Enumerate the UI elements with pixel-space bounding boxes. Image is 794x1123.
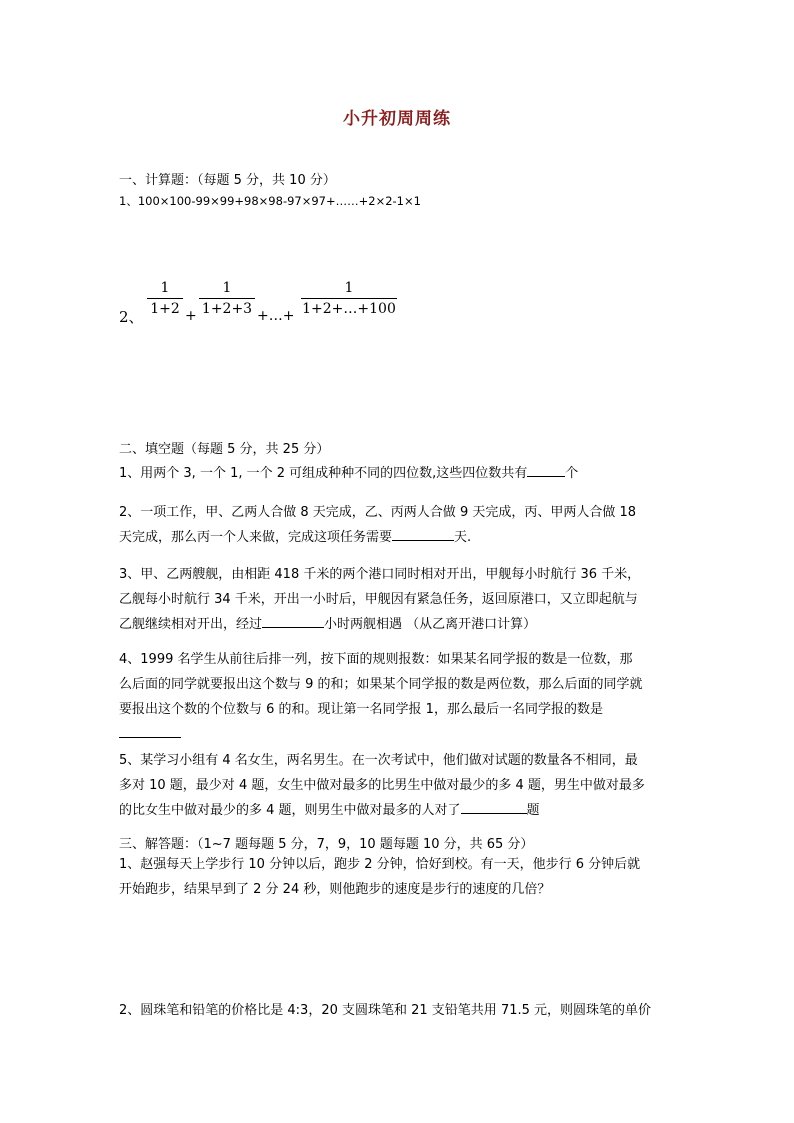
section2-q5: 5、某学习小组有 4 名女生，两名男生。在一次考试中，他们做对试题的数量各不相同，最 多对 10 题，最少对 4 题，女生中做对最多的比男生中做对最少的多 4 题，男生中做对最多 的比女生中做对最少的多 4 题，则男生中做对最多的人对了 题 [119, 753, 645, 818]
section2-q1: 1、用两个 3, 一个 1, 一个 2 可组成种种不同的四位数,这些四位数共有 个 [119, 466, 579, 481]
section1-q1: 1、100×100-99×99+98×98-97×97+……+2×2-1×1 [119, 194, 421, 208]
section2-q4: 4、1999 名学生从前往后排一列，按下面的规则报数：如果某名同学报的数是一位数，那 么后面的同学就要报出这个数与 9 的和；如果某个同学报的数是两位数，那么后面的同学就 要报出这个数的个位数与 6 的和。现让第一名同学报 1，那么最后一名同学报的数是 [119, 647, 675, 747]
section1-q2-label: 2、 [119, 308, 144, 326]
section1-q2-expression [119, 278, 419, 338]
fraction-3: 1 1+2+…+100 [302, 280, 396, 317]
plus-op: + [185, 308, 197, 324]
ellipsis-op: +…+ [257, 308, 295, 324]
section2-q2: 2、一项工作，甲、乙两人合做 8 天完成，乙、丙两人合做 9 天完成，丙、甲两人合做 18 天完成，那么丙一个人来做，完成这项任务需要 天. [119, 505, 637, 545]
section2-heading: 二、填空题（每题 5 分，共 25 分） [119, 442, 330, 457]
section1-heading: 一、计算题：（每题 5 分，共 10 分） [119, 173, 336, 188]
answer-blank[interactable] [119, 725, 181, 738]
answer-blank[interactable] [392, 528, 454, 541]
section2-q3: 3、甲、乙两艘舰，由相距 418 千米的两个港口同时相对开出，甲舰每小时航行 36 千米， 乙舰每小时航行 34 千米，开出一小时后，甲舰因有紧急任务，返回原港口，又立即起航与 乙舰继续相对开出，经过 小时两舰相遇 （从乙离开港口计算） [119, 567, 641, 632]
fraction-2: 1 1+2+3 [199, 278, 255, 319]
section3-q2: 2、圆珠笔和铅笔的价格比是 4:3，20 支圆珠笔和 21 支铅笔共用 71.5 元，则圆珠笔的单价 [119, 1003, 652, 1018]
answer-blank[interactable] [262, 615, 324, 628]
fraction-1: 1 1+2 [147, 278, 183, 319]
section3-heading: 三、解答题：（1~7 题每题 5 分，7，9，10 题每题 10 分，共 65 分） [119, 837, 534, 852]
answer-blank[interactable] [527, 464, 565, 477]
answer-blank[interactable] [461, 801, 527, 814]
section3-q1: 1、赵强每天上学步行 10 分钟以后，跑步 2 分钟，恰好到校。有一天，他步行 6 分钟后就 开始跑步，结果早到了 2 分 24 秒，则他跑步的速度是步行的速度的几倍？ [119, 857, 641, 897]
page-title: 小升初周周练 [343, 109, 451, 129]
